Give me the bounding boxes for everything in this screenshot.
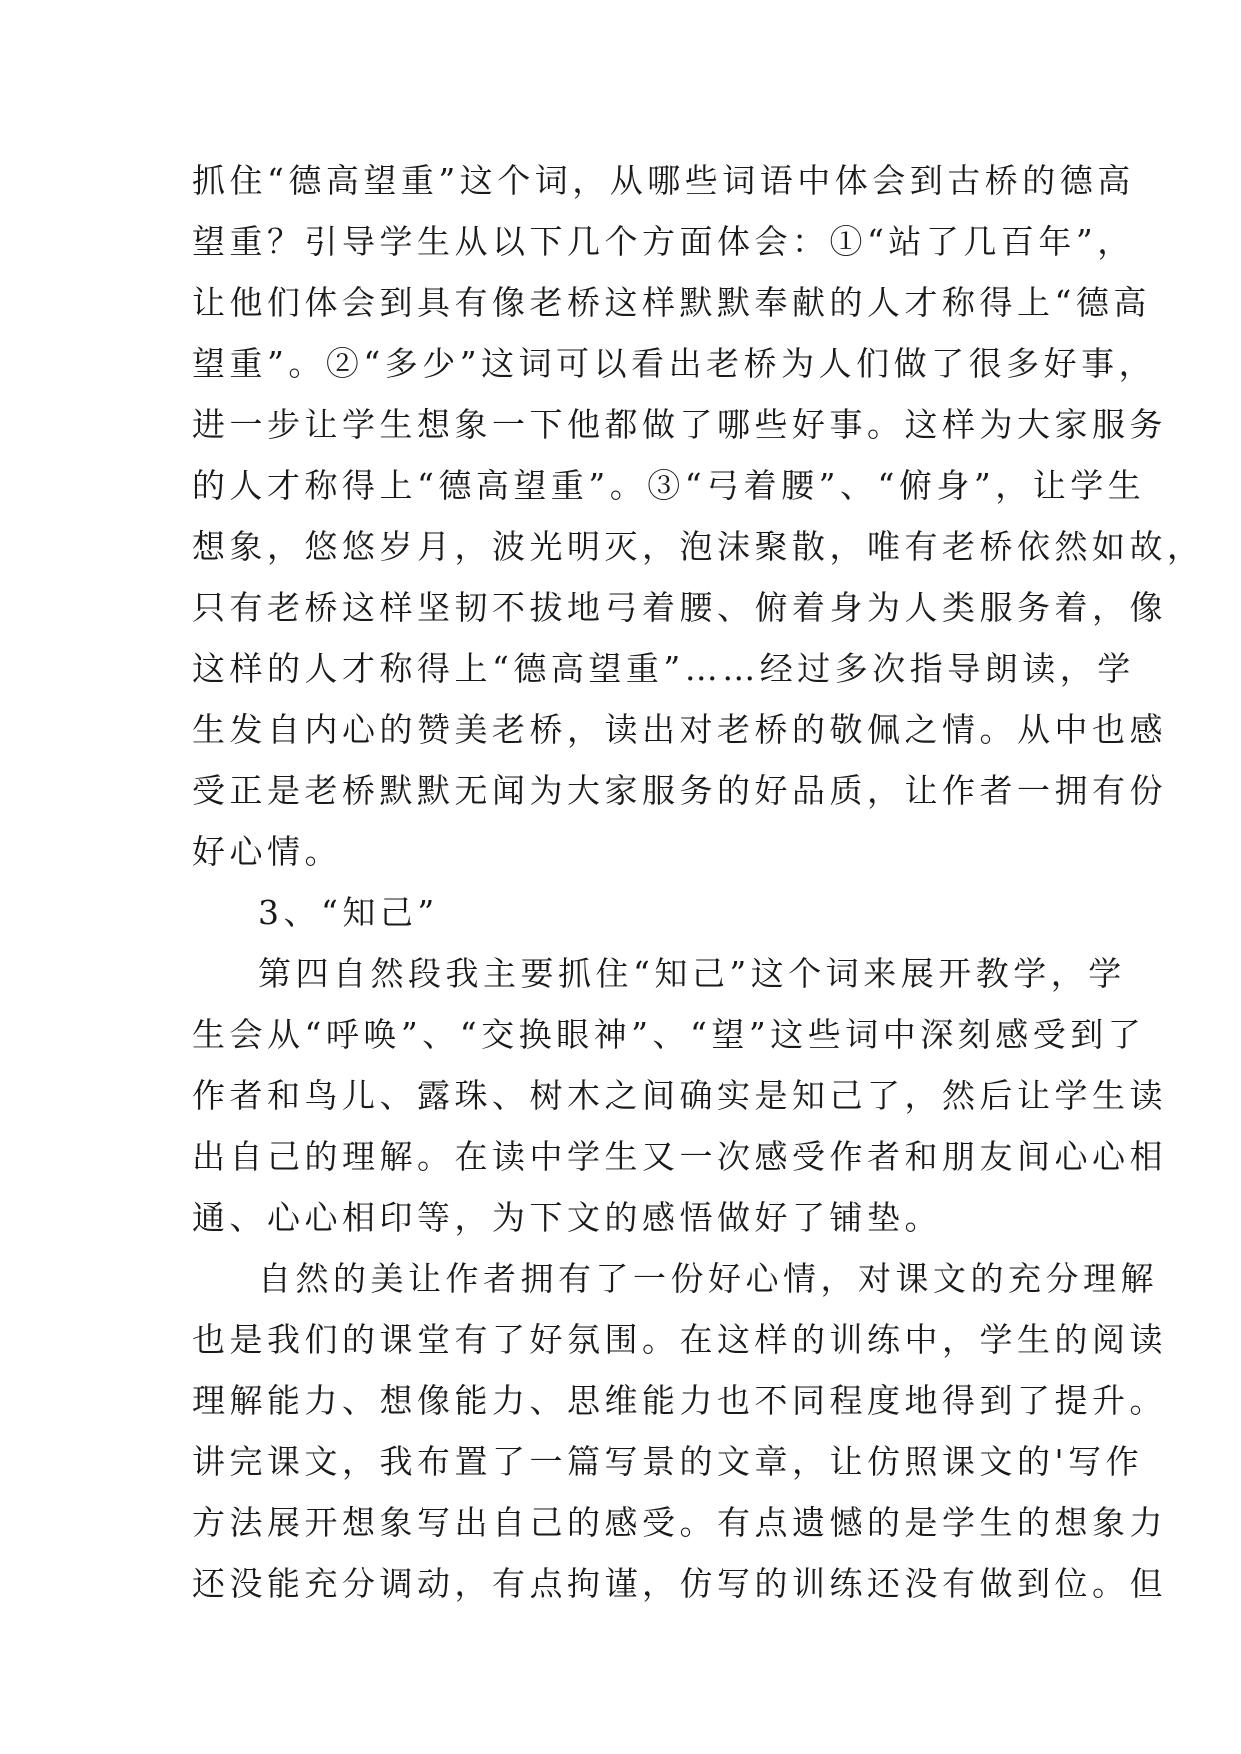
paragraph-3 [192,1248,1167,1614]
text-line: 也是我们的课堂有了好氛围。在这样的训练中，学生的阅读 [192,1320,1167,1359]
text-line: 这样的人才称得上“德高望重”……经过多次指导朗读，学 [192,649,1135,688]
text-line: 好心情。 [192,832,342,871]
text-line: 让他们体会到具有像老桥这样默默奉献的人才称得上“德高 [192,283,1151,322]
text-line: 自然的美让作者拥有了一份好心情，对课文的充分理解 [258,1259,1158,1298]
body-text [192,150,1205,1614]
text-line: 方法展开想象写出自己的感受。有点遗憾的是学生的想象力 [192,1503,1167,1542]
section-heading-zhiji [192,882,1052,943]
text-line: 望重？引导学生从以下几个方面体会：①“站了几百年”， [192,222,1135,261]
text-line: 生发自内心的赞美老桥，读出对老桥的敬佩之情。从中也感 [192,710,1167,749]
paragraph-2 [192,943,1167,1248]
text-line: 生会从“呼唤”、“交换眼神”、“望”这些词中深刻感受到了 [192,1015,1146,1054]
text-line: 抓住“德高望重”这个词，从哪些词语中体会到古桥的德高 [192,161,1135,200]
paragraph-1 [192,150,1205,882]
text-line: 受正是老桥默默无闻为大家服务的好品质，让作者一拥有份 [192,771,1167,810]
text-line: 通、心心相印等，为下文的感悟做好了铺垫。 [192,1198,942,1237]
text-line: 讲完课文，我布置了一篇写景的文章，让仿照课文的'写作 [192,1442,1144,1481]
text-line: 理解能力、想像能力、思维能力也不同程度地得到了提升。 [192,1381,1167,1420]
text-line: 第四自然段我主要抓住“知己”这个词来展开教学，学 [258,954,1126,993]
text-line: 只有老桥这样坚韧不拔地弓着腰、俯着身为人类服务着，像 [192,588,1167,627]
text-line: 望重”。②“多少”这词可以看出老桥为人们做了很多好事， [192,344,1157,383]
text-line: 的人才称得上“德高望重”。③“弓着腰”、“俯身”，让学生 [192,466,1146,505]
text-line: 进一步让学生想象一下他都做了哪些好事。这样为大家服务 [192,405,1167,444]
text-line: 作者和鸟儿、露珠、树木之间确实是知己了，然后让学生读 [192,1076,1167,1115]
text-line: 还没能充分调动，有点拘谨，仿写的训练还没有做到位。但 [192,1564,1167,1603]
heading-line: 3、“知己” [258,893,439,932]
text-line: 想象，悠悠岁月，波光明灭，泡沫聚散，唯有老桥依然如故， [192,527,1205,566]
text-line: 出自己的理解。在读中学生又一次感受作者和朋友间心心相 [192,1137,1167,1176]
